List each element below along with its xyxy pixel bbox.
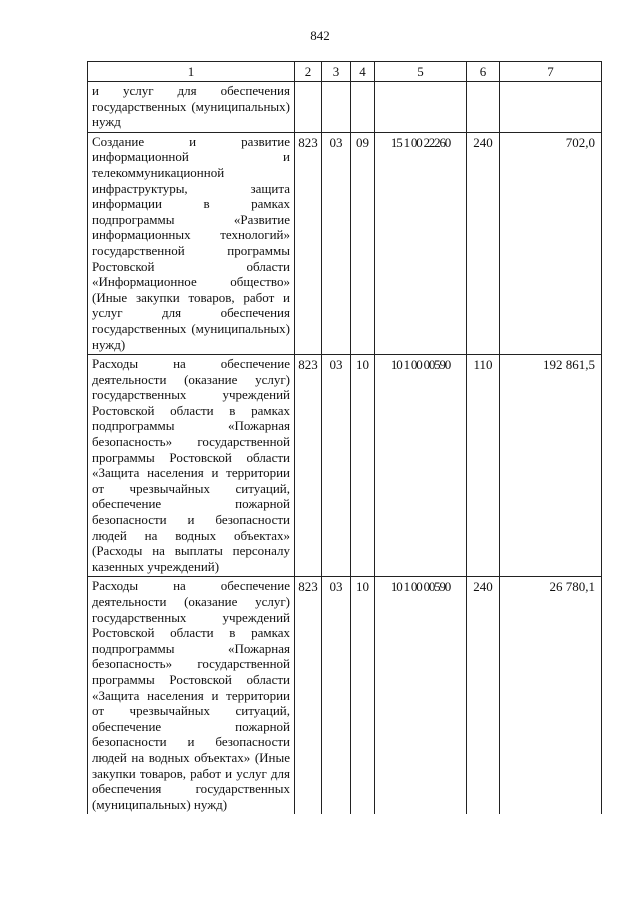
ministry-code: 823 bbox=[295, 355, 322, 577]
page-number: 842 bbox=[310, 28, 330, 43]
column-header: 3 bbox=[322, 62, 351, 82]
column-header: 2 bbox=[295, 62, 322, 82]
subsection-code bbox=[351, 82, 375, 133]
expense-name: Создание и развитие информационной и телекоммуникационной инфраструктуры, защита информации в рамках подпрограммы «Развитие информационных технологий» государственной программы Ростовской области «Информационное общество» (Иные закупки товаров, работ и услуг для обеспечения государственных (муниципальных) нужд) bbox=[88, 132, 295, 354]
column-header: 1 bbox=[88, 62, 295, 82]
header-row bbox=[88, 62, 602, 82]
amount: 192 861,5 bbox=[500, 355, 602, 577]
section-code: 03 bbox=[322, 132, 351, 354]
expense-name: Расходы на обеспечение деятельности (оказание услуг) государственных учреждений Ростовской области в рамках подпрограммы «Пожарная безопасность» государственной программы Ростовской области «Защита населения и территории от чрезвычайных ситуаций, обеспечение пожарной безопасности и безопасности людей на водных объектах» (Иные закупки товаров, работ и услуг для обеспечения государственных (муниципальных) нужд) bbox=[88, 577, 295, 814]
column-header: 4 bbox=[351, 62, 375, 82]
section-code bbox=[322, 82, 351, 133]
target-item-code: 10 1 00 00590 bbox=[375, 577, 467, 814]
expense-type-code: 240 bbox=[467, 132, 500, 354]
subsection-code: 10 bbox=[351, 355, 375, 577]
column-header: 5 bbox=[375, 62, 467, 82]
section-code: 03 bbox=[322, 355, 351, 577]
amount: 702,0 bbox=[500, 132, 602, 354]
expense-name: и услуг для обеспечения государственных (муниципальных) нужд bbox=[88, 82, 295, 133]
ministry-code bbox=[295, 82, 322, 133]
ministry-code: 823 bbox=[295, 577, 322, 814]
expense-type-code bbox=[467, 82, 500, 133]
table-row bbox=[88, 577, 602, 814]
subsection-code: 10 bbox=[351, 577, 375, 814]
expense-type-code: 240 bbox=[467, 577, 500, 814]
target-item-code: 15 1 00 22260 bbox=[375, 132, 467, 354]
table-row bbox=[88, 132, 602, 354]
section-code: 03 bbox=[322, 577, 351, 814]
budget-table bbox=[87, 61, 602, 814]
ministry-code: 823 bbox=[295, 132, 322, 354]
column-header: 6 bbox=[467, 62, 500, 82]
target-item-code bbox=[375, 82, 467, 133]
column-header: 7 bbox=[500, 62, 602, 82]
subsection-code: 09 bbox=[351, 132, 375, 354]
amount: 26 780,1 bbox=[500, 577, 602, 814]
table-row bbox=[88, 355, 602, 577]
expense-type-code: 110 bbox=[467, 355, 500, 577]
target-item-code: 10 1 00 00590 bbox=[375, 355, 467, 577]
expense-name: Расходы на обеспечение деятельности (оказание услуг) государственных учреждений Ростовской области в рамках подпрограммы «Пожарная безопасность» государственной программы Ростовской области «Защита населения и территории от чрезвычайных ситуаций, обеспечение пожарной безопасности и безопасности людей на водных объектах» (Расходы на выплаты персоналу казенных учреждений) bbox=[88, 355, 295, 577]
table-row bbox=[88, 82, 602, 133]
amount bbox=[500, 82, 602, 133]
